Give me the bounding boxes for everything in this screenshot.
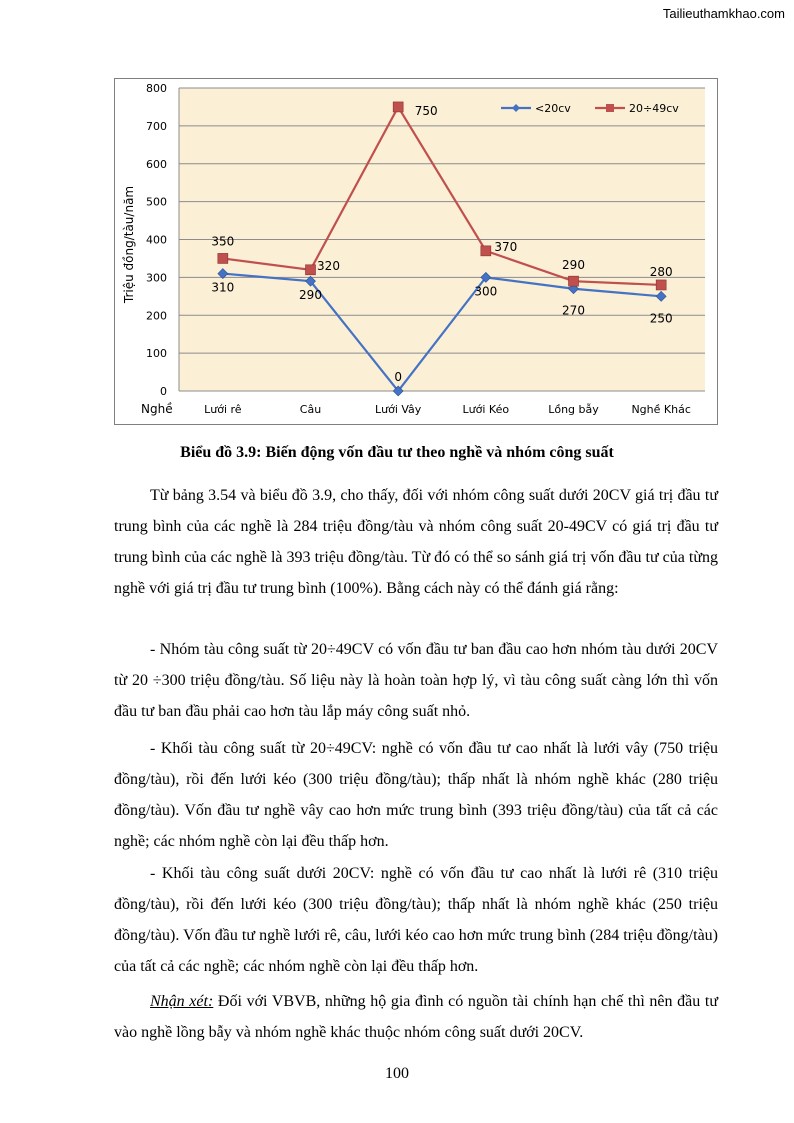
data-label: 370 (494, 239, 518, 254)
y-tick-label: 400 (146, 233, 167, 247)
data-label: 250 (649, 311, 673, 326)
x-tick-label: Lưới Kéo (462, 403, 510, 416)
paragraph-5 (114, 986, 718, 1048)
data-label: 310 (211, 280, 235, 295)
data-label: 750 (414, 103, 438, 118)
x-tick-label: Lưới Vây (375, 403, 422, 416)
y-tick-label: 700 (146, 119, 167, 133)
x-tick-label: Lưới rê (204, 403, 242, 416)
remark-text: Đối với VBVB, những hộ gia đình có nguồn tài chính hạn chế thì nên đầu tư vào nghề lồng bẫy và nhóm nghề khác thuộc nhóm công suất dưới 20CV. (114, 993, 719, 1041)
data-point (218, 253, 228, 263)
y-tick-label: 0 (160, 385, 167, 398)
paragraph-4: - Khối tàu công suất dưới 20CV: nghề có vốn đầu tư cao nhất là lưới rê (310 triệu đồng/tàu), rồi đến lưới kéo (300 triệu đồng/tàu); thấp nhất là nhóm nghề khác (250 triệu đồng/tàu). Vốn đầu tư nghề lưới rê, câu, lưới kéo cao hơn mức trung bình (284 triệu đồng/tàu) của tất cả các nghề; các nhóm nghề còn lại đều thấp hơn. (114, 865, 718, 975)
watermark: Tailieuthamkhao.com (662, 6, 785, 21)
legend-label: 20÷49cv (629, 102, 679, 115)
paragraph-2: - Nhóm tàu công suất từ 20÷49CV có vốn đầu tư ban đầu cao hơn nhóm tàu dưới 20CV từ 20 ÷300 triệu đồng/tàu. Số liệu này là hoàn toàn hợp lý, vì tàu công suất càng lớn thì vốn đầu tư ban đầu phải cao hơn tàu lắp máy công suất nhỏ. (114, 641, 718, 720)
y-tick-label: 600 (146, 157, 167, 171)
y-tick-label: 500 (146, 195, 167, 209)
figure-caption: Biểu đồ 3.9: Biến động vốn đầu tư theo nghề và nhóm công suất (180, 444, 614, 461)
legend-marker (606, 104, 614, 112)
data-point (393, 102, 403, 112)
data-label: 300 (474, 284, 498, 299)
x-tick-label: Lồng bẫy (548, 403, 599, 416)
data-label: 290 (299, 288, 322, 303)
data-label: 320 (317, 258, 340, 273)
data-point (306, 265, 316, 275)
x-tick-label: Nghề Khác (631, 403, 691, 416)
y-tick-label: 800 (146, 82, 167, 95)
y-axis-label: Triệu đồng/tàu/năm (122, 185, 136, 304)
data-label: 350 (211, 234, 235, 249)
data-point (481, 246, 491, 256)
chart-svg (115, 79, 719, 426)
data-label: 0 (394, 370, 402, 384)
data-point (569, 276, 579, 286)
y-tick-label: 100 (146, 347, 167, 361)
paragraph-3: - Khối tàu công suất từ 20÷49CV: nghề có vốn đầu tư cao nhất là lưới vây (750 triệu đồng/tàu), rồi đến lưới kéo (300 triệu đồng/tàu); thấp nhất là nhóm nghề khác (280 triệu đồng/tàu). Vốn đầu tư nghề vây cao hơn mức trung bình (393 triệu đồng/tàu) của tất cả các nghề; các nhóm nghề còn lại đều thấp hơn. (114, 740, 718, 850)
paragraph-1: Từ bảng 3.54 và biểu đồ 3.9, cho thấy, đối với nhóm công suất dưới 20CV giá trị đầu tư trung bình của các nghề là 284 triệu đồng/tàu và nhóm công suất 20-49CV có giá trị đầu tư trung bình của các nghề là 393 triệu đồng/tàu. Từ đó có thể so sánh giá trị vốn đầu tư của từng nghề với giá trị đầu tư trung bình (100%). Bằng cách này có thể đánh giá rằng: (114, 487, 718, 597)
data-point (656, 280, 666, 290)
x-tick-label: Câu (299, 403, 322, 416)
line-chart (114, 78, 718, 425)
data-label: 280 (649, 264, 673, 279)
page-number: 100 (385, 1065, 409, 1082)
data-label: 290 (562, 258, 585, 273)
x-axis-label: Nghề (141, 402, 173, 416)
data-label: 270 (562, 303, 585, 318)
legend-label: <20cv (535, 102, 571, 115)
remark-label: Nhận xét: (150, 993, 214, 1010)
y-tick-label: 200 (146, 309, 167, 323)
y-tick-label: 300 (146, 271, 167, 285)
